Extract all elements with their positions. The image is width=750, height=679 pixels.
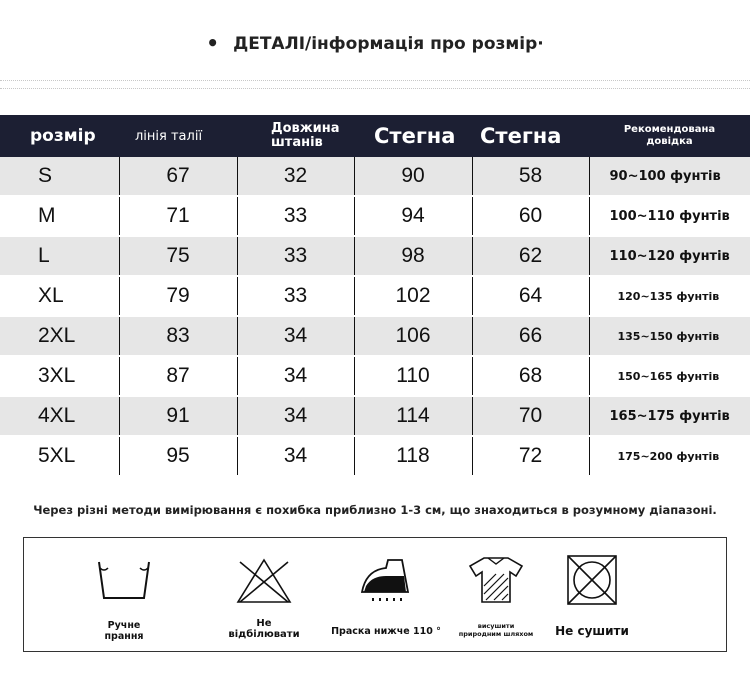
size-cell: S bbox=[0, 157, 119, 196]
measurement-cell: 33 bbox=[237, 196, 354, 236]
bullet-icon: • bbox=[206, 31, 220, 55]
hand-wash-icon bbox=[94, 556, 154, 608]
size-cell: 5XL bbox=[0, 436, 119, 476]
no-tumble-dry-icon bbox=[564, 552, 620, 608]
table-row bbox=[0, 157, 750, 196]
measurement-cell: 33 bbox=[237, 236, 354, 276]
measurement-cell: 34 bbox=[237, 436, 354, 476]
table-row bbox=[0, 236, 750, 276]
recommended-weight-cell: 110~120 фунтів bbox=[589, 236, 750, 276]
measurement-cell: 70 bbox=[472, 396, 589, 436]
care-item bbox=[321, 538, 451, 651]
recommended-weight-cell: 100~110 фунтів bbox=[589, 196, 750, 236]
care-item bbox=[209, 538, 319, 651]
table-row bbox=[0, 356, 750, 396]
care-instructions bbox=[23, 537, 727, 652]
care-item bbox=[537, 538, 647, 651]
measurement-cell: 33 bbox=[237, 276, 354, 316]
measurement-cell: 94 bbox=[354, 196, 472, 236]
page-title bbox=[0, 30, 750, 54]
measurement-cell: 62 bbox=[472, 236, 589, 276]
iron-low-icon bbox=[358, 556, 414, 608]
column-header: Стегна bbox=[472, 115, 589, 157]
recommended-weight-cell: 165~175 фунтів bbox=[589, 396, 750, 436]
size-cell: M bbox=[0, 196, 119, 236]
measurement-cell: 102 bbox=[354, 276, 472, 316]
care-item bbox=[441, 538, 551, 651]
column-header bbox=[589, 115, 750, 157]
measurement-cell: 64 bbox=[472, 276, 589, 316]
measurement-cell: 114 bbox=[354, 396, 472, 436]
size-cell: XL bbox=[0, 276, 119, 316]
table-row bbox=[0, 316, 750, 356]
measurement-cell: 98 bbox=[354, 236, 472, 276]
recommended-weight-cell: 135~150 фунтів bbox=[589, 316, 750, 356]
dry-flat-icon bbox=[466, 554, 526, 606]
measurement-cell: 83 bbox=[119, 316, 237, 356]
size-table bbox=[0, 115, 750, 477]
care-item bbox=[69, 538, 179, 651]
measurement-cell: 72 bbox=[472, 436, 589, 476]
column-header: Стегна bbox=[354, 115, 472, 157]
measurement-cell: 68 bbox=[472, 356, 589, 396]
measurement-cell: 71 bbox=[119, 196, 237, 236]
care-label: висушити природним шляхом bbox=[458, 622, 534, 638]
care-label: Праска нижче 110 ° bbox=[331, 626, 441, 637]
measurement-cell: 60 bbox=[472, 196, 589, 236]
recommended-weight-cell: 175~200 фунтів bbox=[589, 436, 750, 476]
care-label: Не відбілювати bbox=[228, 618, 300, 640]
column-header-text: Довжина штанів bbox=[271, 121, 340, 150]
measurement-cell: 87 bbox=[119, 356, 237, 396]
recommended-weight-cell: 120~135 фунтів bbox=[589, 276, 750, 316]
care-label: Не сушити bbox=[555, 624, 629, 638]
table-row bbox=[0, 436, 750, 476]
table-row bbox=[0, 276, 750, 316]
page-title-text: ДЕТАЛІ/інформація про розмір· bbox=[233, 34, 544, 54]
measurement-cell: 34 bbox=[237, 356, 354, 396]
table-row bbox=[0, 196, 750, 236]
measurement-cell: 106 bbox=[354, 316, 472, 356]
recommended-weight-cell: 150~165 фунтів bbox=[589, 356, 750, 396]
divider bbox=[0, 80, 750, 81]
measurement-cell: 75 bbox=[119, 236, 237, 276]
column-header bbox=[237, 115, 354, 157]
measurement-cell: 58 bbox=[472, 157, 589, 196]
divider bbox=[0, 88, 750, 89]
measurement-cell: 34 bbox=[237, 316, 354, 356]
table-header-row bbox=[0, 115, 750, 157]
column-header: лінія талії bbox=[119, 115, 237, 157]
table-row bbox=[0, 396, 750, 436]
measurement-cell: 34 bbox=[237, 396, 354, 436]
measurement-cell: 91 bbox=[119, 396, 237, 436]
care-label: Ручне прання bbox=[104, 620, 144, 642]
size-cell: 4XL bbox=[0, 396, 119, 436]
measurement-cell: 79 bbox=[119, 276, 237, 316]
column-header-text: Рекомендована довідка bbox=[623, 124, 716, 147]
size-cell: L bbox=[0, 236, 119, 276]
size-cell: 2XL bbox=[0, 316, 119, 356]
measurement-cell: 95 bbox=[119, 436, 237, 476]
measurement-cell: 90 bbox=[354, 157, 472, 196]
measurement-note: Через різні методи вимірювання є похибка приблизно 1-3 см, що знаходиться в розумному діапазоні. bbox=[33, 503, 717, 517]
measurement-cell: 110 bbox=[354, 356, 472, 396]
size-cell: 3XL bbox=[0, 356, 119, 396]
recommended-weight-cell: 90~100 фунтів bbox=[589, 157, 750, 196]
column-header: розмір bbox=[0, 115, 119, 157]
measurement-cell: 32 bbox=[237, 157, 354, 196]
measurement-cell: 66 bbox=[472, 316, 589, 356]
measurement-cell: 67 bbox=[119, 157, 237, 196]
no-bleach-icon bbox=[234, 556, 294, 608]
measurement-cell: 118 bbox=[354, 436, 472, 476]
